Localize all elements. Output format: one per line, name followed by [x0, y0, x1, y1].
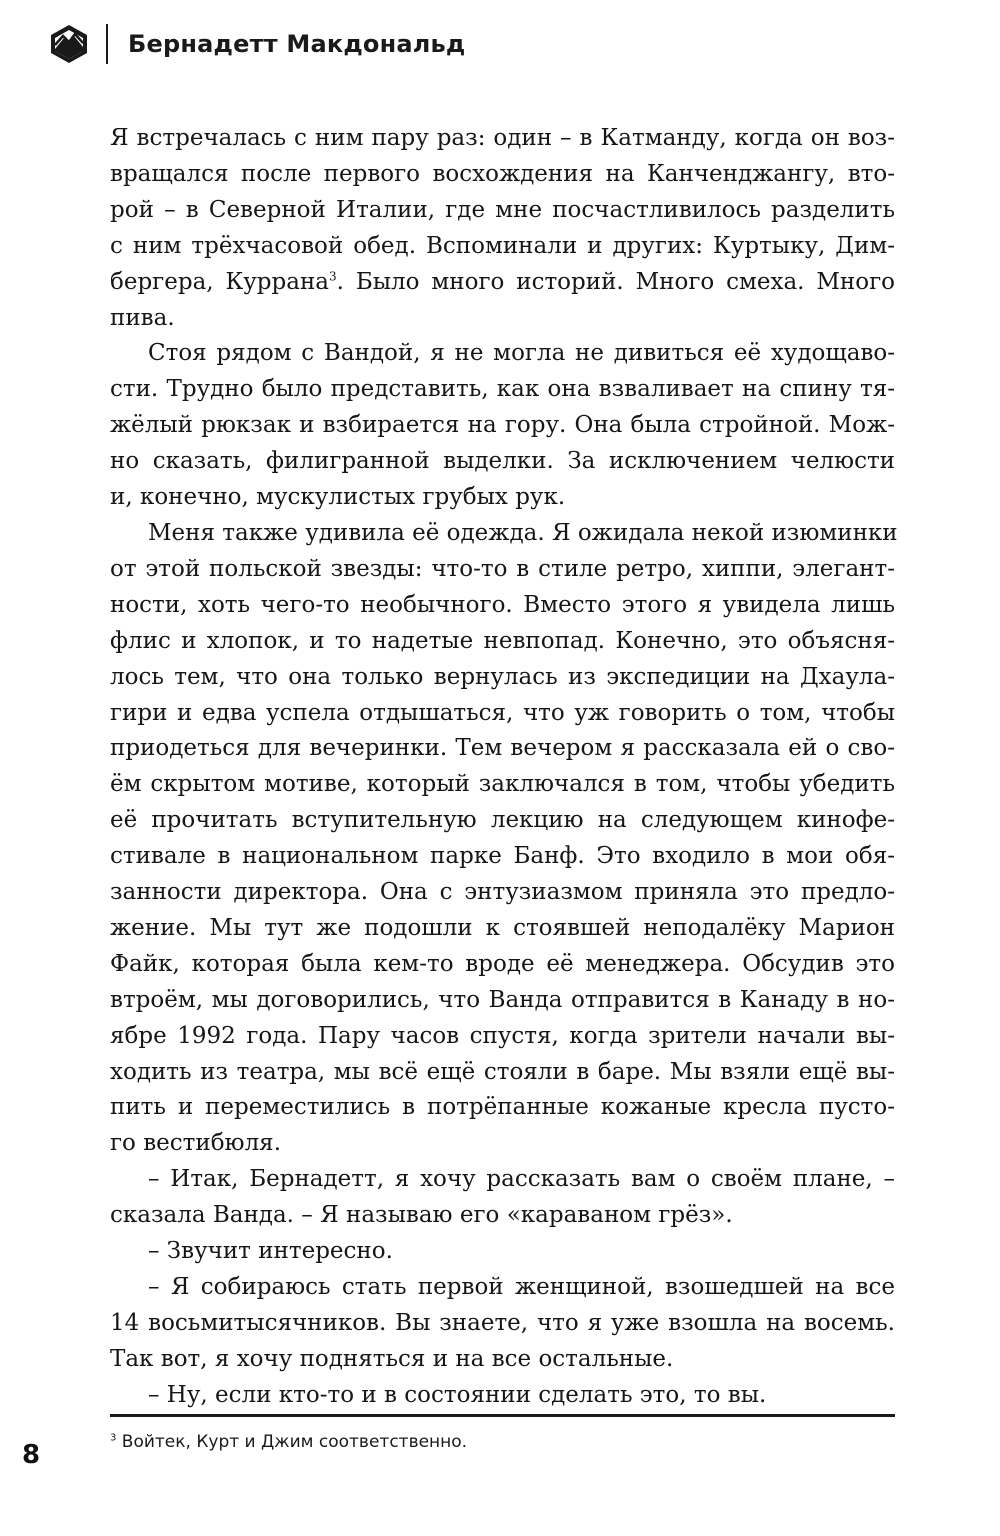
text-line: ябре 1992 года. Пару часов спустя, когда зрители начали вы- [110, 1022, 895, 1049]
footnote-marker: 3 [110, 1432, 117, 1444]
text-line: лось тем, что она только вернулась из экспедиции на Дхаула- [110, 663, 895, 690]
text-line: сти. Трудно было представить, как она взваливает на спину тя- [110, 376, 895, 403]
text-line: ём скрытом мотиве, который заключался в том, чтобы убедить [110, 771, 895, 798]
text-line: ности, хоть чего-то необычного. Вместо этого я увидела лишь [110, 591, 895, 618]
text-line: гири и едва успела отдышаться, что уж говорить о том, чтобы [110, 699, 895, 726]
text-segment: . Было много историй. Много смеха. Много [336, 268, 895, 295]
text-line: Стоя рядом с Вандой, я не могла не дивиться её худощаво- [148, 340, 895, 367]
text-line: жёлый рюкзак и взбирается на гору. Она была стройной. Мож- [110, 412, 895, 439]
text-line: 14 восьмитысячников. Вы знаете, что я уже взошла на восемь. [110, 1309, 895, 1336]
text-line: занности директора. Она с энтузиазмом приняла это предло- [110, 879, 895, 906]
footnote-divider [110, 1414, 895, 1417]
footnote-text: Войтек, Курт и Джим соответственно. [116, 1432, 468, 1452]
text-line: её прочитать вступительную лекцию на следующем кинофе- [110, 807, 895, 834]
text-line: от этой польской звезды: что-то в стиле ретро, хиппи, элегант- [110, 555, 895, 582]
text-line: – Ну, если кто-то и в состоянии сделать это, то вы. [148, 1381, 767, 1408]
text-line: втроём, мы договорились, что Ванда отправится в Канаду в но- [110, 986, 895, 1013]
author-name: Бернадетт Макдональд [128, 30, 466, 58]
text-line: стивале в национальном парке Банф. Это входило в мои обя- [110, 843, 895, 870]
paragraph-5 [110, 1234, 895, 1270]
text-line: приодеться для вечеринки. Тем вечером я рассказала ей о сво- [110, 735, 895, 762]
paragraph-1 [110, 121, 895, 336]
mountain-logo-icon [48, 23, 90, 65]
text-line: пива. [110, 304, 175, 331]
text-line: Я встречалась с ним пару раз: один – в Катманду, когда он воз- [110, 125, 895, 151]
text-line: сказала Ванда. – Я называю его «караваном грёз». [110, 1202, 733, 1229]
text-line: го вестибюля. [110, 1130, 282, 1157]
paragraph-2 [110, 336, 895, 516]
text-line: Так вот, я хочу подняться и на все остальные. [110, 1345, 674, 1372]
page-number: 8 [22, 1440, 41, 1470]
footnote-reference[interactable]: 3 [329, 268, 337, 283]
text-line: – Итак, Бернадетт, я хочу рассказать вам о своём плане, – [148, 1166, 895, 1193]
text-line: и, конечно, мускулистых грубых рук. [110, 484, 566, 511]
text-line: но сказать, филигранной выделки. За исключением челюсти [110, 448, 895, 475]
text-line: – Звучит интересно. [148, 1238, 393, 1265]
paragraph-7 [110, 1378, 895, 1414]
running-header [48, 22, 466, 66]
text-line: пить и переместились в потрёпанные кожаные кресла пусто- [110, 1094, 895, 1121]
main-text [110, 121, 898, 1414]
text-line: ходить из театра, мы всё ещё стояли в баре. Мы взяли ещё вы- [110, 1058, 895, 1085]
paragraph-6 [110, 1270, 895, 1378]
text-line: флис и хлопок, и то надетые невпопад. Конечно, это объясня- [110, 627, 895, 654]
text-line: жение. Мы тут же подошли к стоявшей неподалёку Марион [110, 914, 895, 941]
text-line: Меня также удивила её одежда. Я ожидала некой изюминки [148, 519, 898, 546]
text-line: – Я собираюсь стать первой женщиной, взошедшей на все [148, 1274, 895, 1300]
text-line: Файк, которая была кем-то вроде её менеджера. Обсудив это [110, 950, 895, 977]
paragraph-3 [110, 516, 898, 1162]
text-line-with-footnote-ref [110, 265, 895, 301]
paragraph-4 [110, 1162, 895, 1234]
header-divider [106, 24, 108, 64]
text-segment: бергера, Куррана [110, 268, 330, 295]
text-line: с ним трёхчасовой обед. Вспоминали и других: Куртыку, Дим- [110, 232, 895, 259]
text-line: рой – в Северной Италии, где мне посчастливилось разделить [110, 196, 895, 223]
text-line: вращался после первого восхождения на Канченджангу, вто- [110, 160, 895, 187]
footnote [110, 1432, 467, 1452]
